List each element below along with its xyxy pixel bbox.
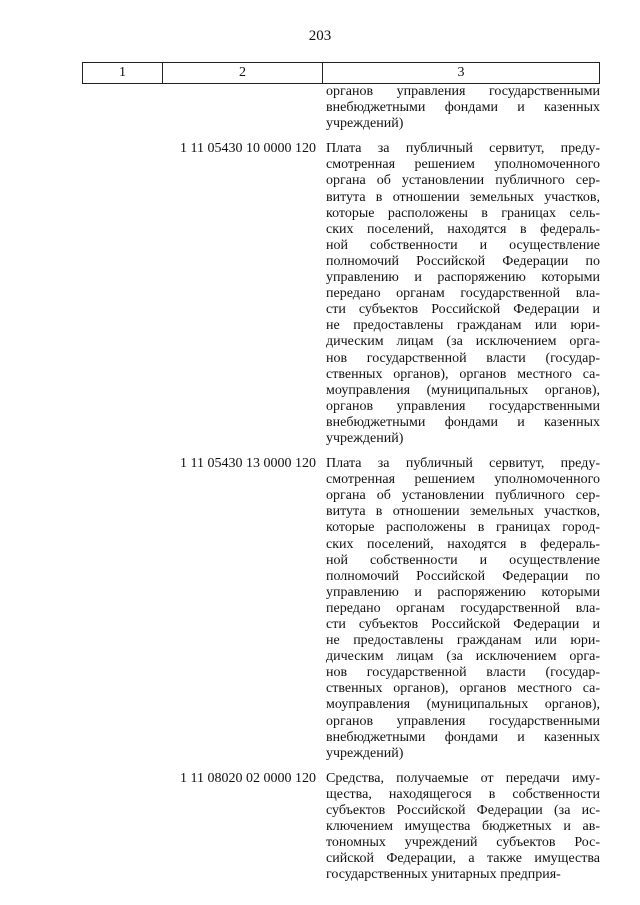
- column-header-2: 2: [163, 63, 323, 83]
- description-line: органов управления государственными: [326, 713, 600, 729]
- description-line: органов управления государственными: [326, 398, 600, 414]
- table-row: [82, 456, 600, 762]
- description-line: дическим лицам (за исключением орга-: [326, 649, 600, 665]
- description-line: ских поселений, находятся в федераль-: [326, 221, 600, 237]
- description-line: субъектов Российской Федерации (за ис-: [326, 803, 600, 819]
- description-line: которые расположены в границах сель-: [326, 205, 600, 221]
- description-line: нов государственной власти (государ-: [326, 350, 600, 366]
- description-line: учреждений): [326, 430, 404, 446]
- description-cell: [322, 141, 600, 447]
- description-line: полномочий Российской Федерации по: [326, 253, 600, 269]
- description-cell: [322, 456, 600, 762]
- description-line: ственных органов), органов местного са-: [326, 366, 600, 382]
- description-line: смотренная решением уполномоченного: [326, 472, 600, 488]
- description-line: Плата за публичный сервитут, преду-: [326, 141, 600, 157]
- cell-col-1: [82, 141, 162, 447]
- description-line: Средства, получаемые от передачи иму-: [326, 770, 600, 786]
- description-line: внебюджетными фондами и казенных: [326, 100, 600, 116]
- description-line: органа об установлении публичного сер-: [326, 173, 600, 189]
- description-line: Плата за публичный сервитут, преду-: [326, 456, 600, 472]
- description-line: не предоставлены гражданам или юри-: [326, 633, 600, 649]
- description-line: ной собственности и осуществление: [326, 552, 600, 568]
- description-line: полномочий Российской Федерации по: [326, 568, 600, 584]
- description-line: тономных учреждений субъектов Рос-: [326, 835, 600, 851]
- row-gap: [82, 762, 600, 771]
- table-row: [82, 771, 600, 884]
- description-line: сти субъектов Российской Федерации и: [326, 617, 600, 632]
- description-line: моуправления (муниципальных органов),: [326, 382, 600, 398]
- budget-code: 1 11 05430 10 0000 120: [180, 141, 316, 157]
- table-body: [82, 84, 600, 884]
- budget-code: 1 11 08020 02 0000 120: [180, 770, 316, 786]
- description-line: органа об установлении публичного сер-: [326, 488, 600, 504]
- description-line: передано органам государственной вла-: [326, 600, 600, 616]
- description-line: управлению и распоряжению которыми: [326, 270, 600, 286]
- column-header-1: 1: [83, 63, 163, 83]
- description-line: сийской Федерации, а также имущества: [326, 851, 600, 867]
- description-line: государственных унитарных предприя-: [326, 867, 561, 883]
- description-line: которые расположены в границах город-: [326, 520, 600, 536]
- cell-col-1: [82, 84, 162, 132]
- description-cell: [322, 771, 600, 884]
- description-line: внебюджетными фондами и казенных: [326, 414, 600, 430]
- description-line: смотренная решением уполномоченного: [326, 157, 600, 173]
- budget-code: 1 11 05430 13 0000 120: [180, 456, 316, 472]
- description-line: сти субъектов Российской Федерации и: [326, 302, 600, 318]
- description-line: щества, находящегося в собственности: [326, 786, 600, 802]
- description-line: учреждений): [326, 745, 404, 761]
- budget-code: [162, 84, 322, 132]
- description-line: управлению и распоряжению которыми: [326, 584, 600, 600]
- table-row: [82, 141, 600, 447]
- cell-col-1: [82, 771, 162, 884]
- column-header-3: 3: [457, 65, 465, 80]
- description-line: витута в отношении земельных участков,: [326, 504, 600, 520]
- cell-col-1: [82, 456, 162, 762]
- description-cell: [322, 84, 600, 132]
- description-line: ной собственности и осуществление: [326, 237, 600, 253]
- description-line: внебюджетными фондами и казенных: [326, 729, 600, 745]
- description-line: учреждений): [326, 116, 404, 132]
- page-number: 203: [308, 28, 332, 44]
- row-gap: [82, 447, 600, 456]
- description-line: передано органам государственной вла-: [326, 286, 600, 302]
- row-gap: [82, 132, 600, 141]
- description-line: не предоставлены гражданам или юри-: [326, 318, 600, 334]
- description-line: ственных органов), органов местного са-: [326, 681, 600, 697]
- description-line: витута в отношении земельных участков,: [326, 189, 600, 205]
- description-line: нов государственной власти (государ-: [326, 665, 600, 681]
- description-line: ских поселений, находятся в федераль-: [326, 536, 600, 552]
- description-line: моуправления (муниципальных органов),: [326, 697, 600, 713]
- description-line: ключением имущества бюджетных и ав-: [326, 819, 600, 835]
- description-line: дическим лицам (за исключением орга-: [326, 334, 600, 350]
- table-row: [82, 84, 600, 132]
- table-header-row: [82, 62, 600, 84]
- description-line: органов управления государственными: [326, 84, 600, 99]
